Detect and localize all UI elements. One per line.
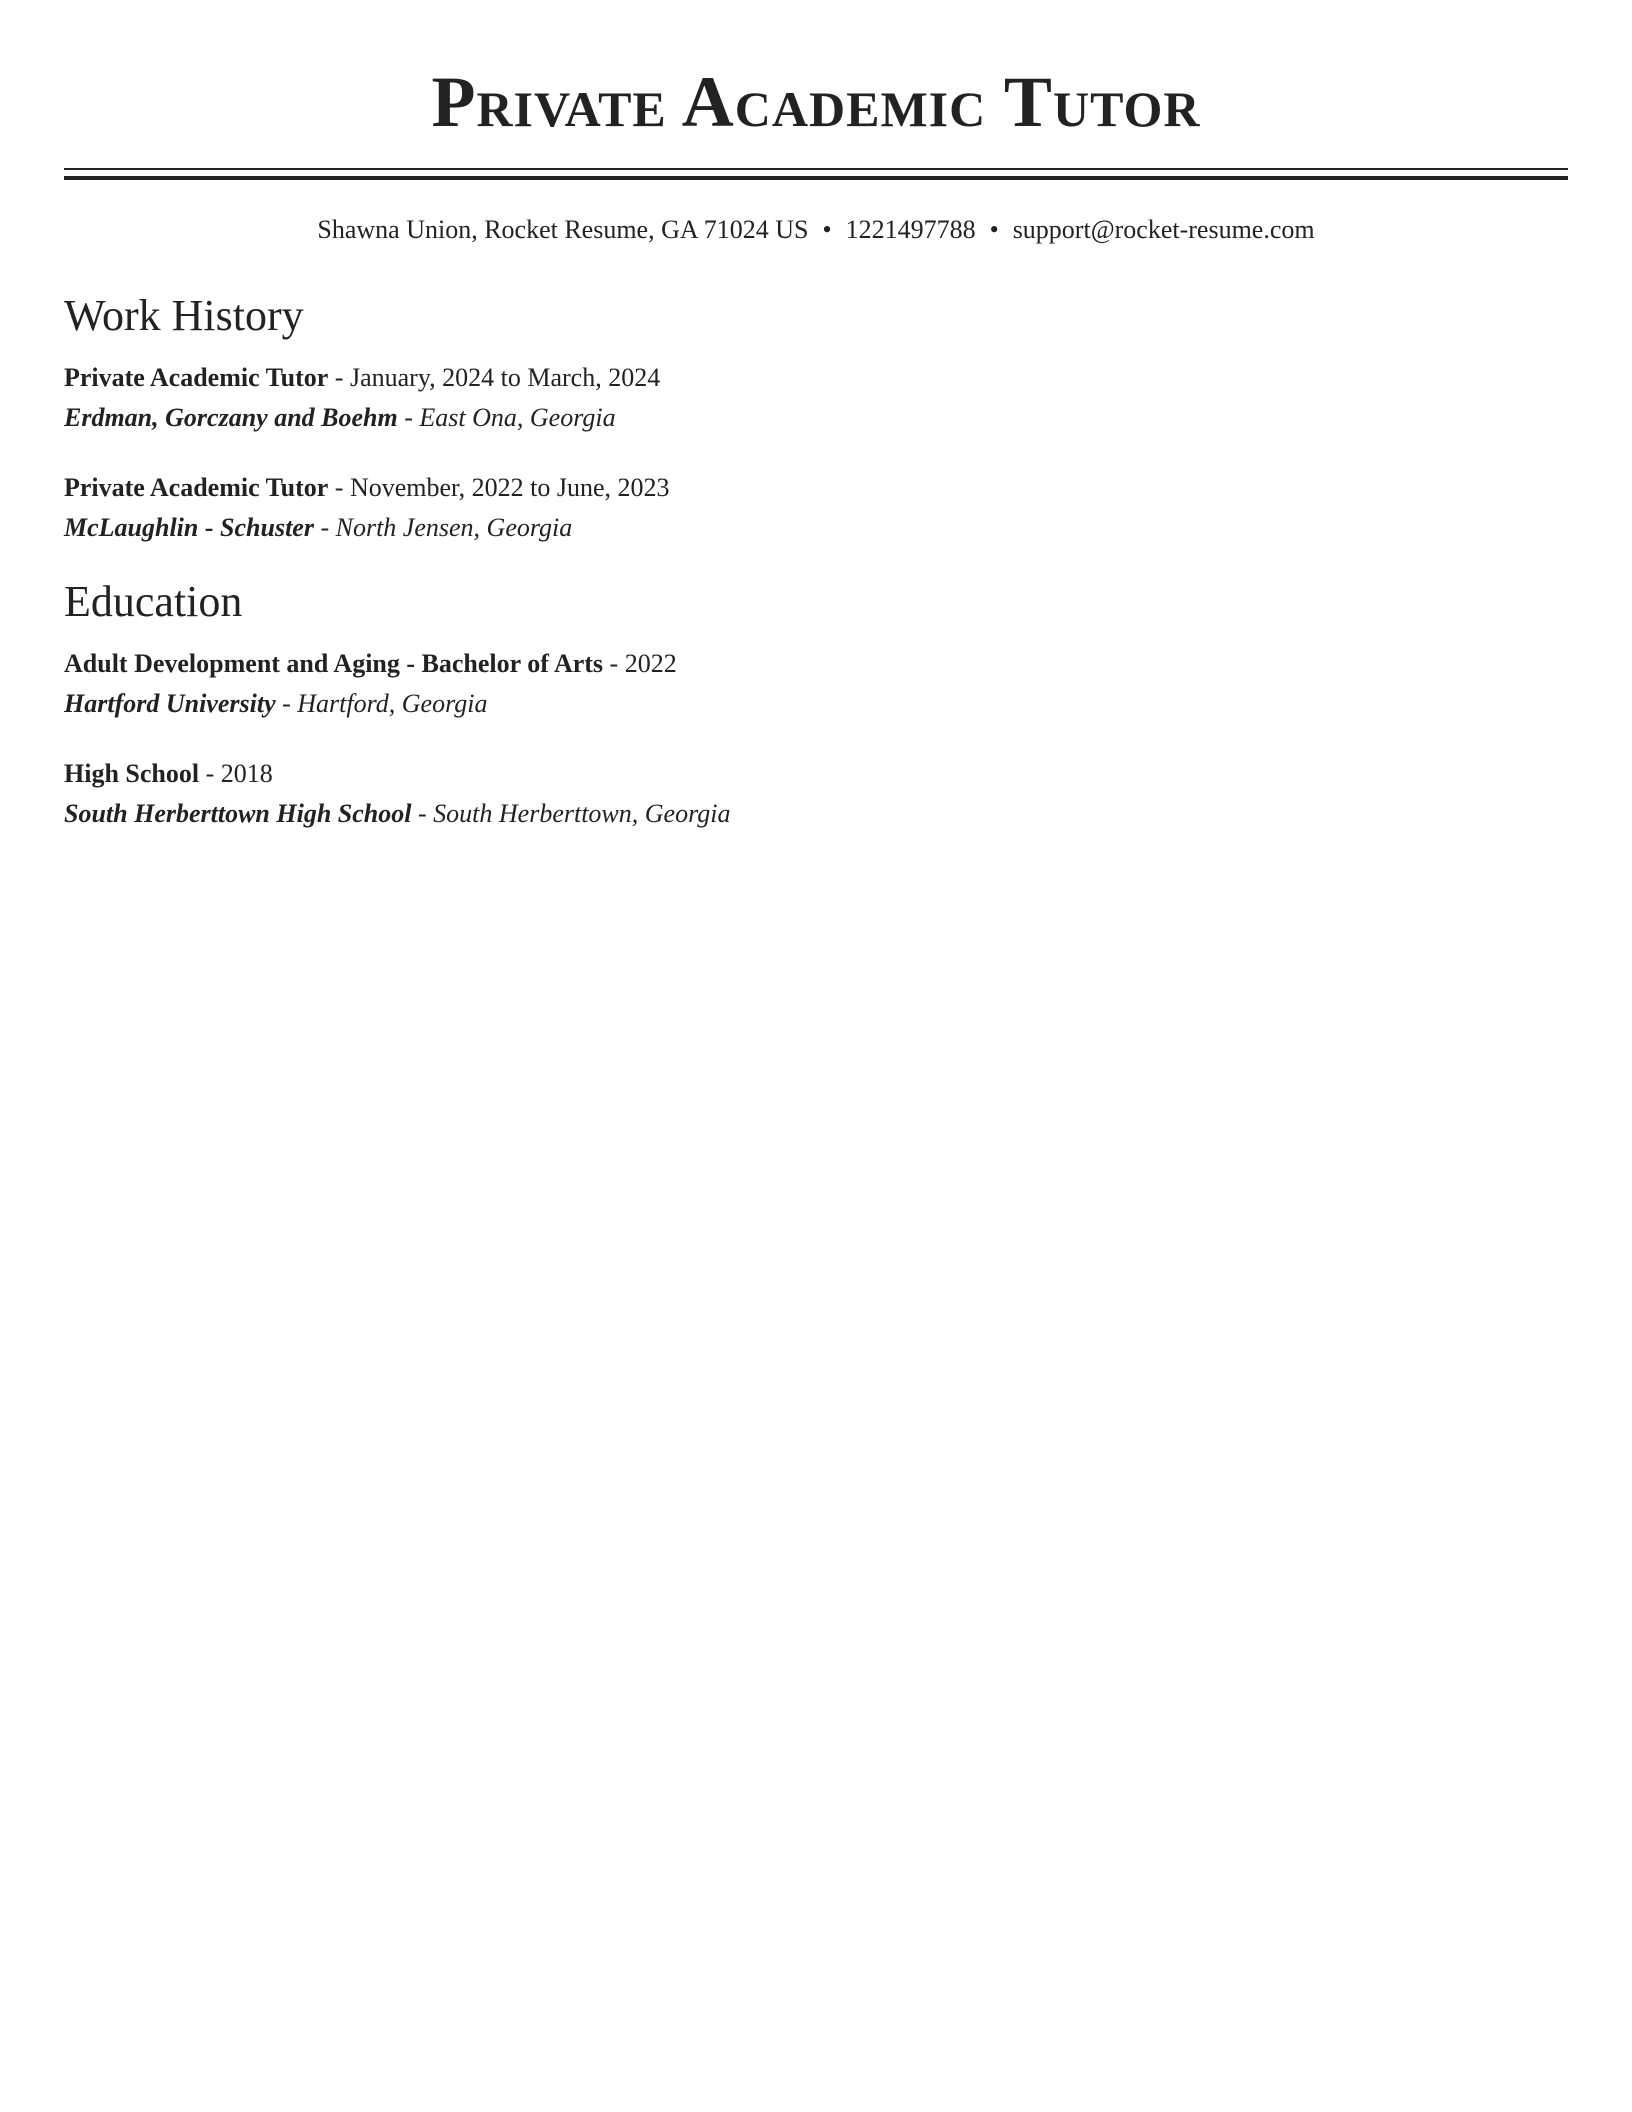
work-entry-employer-line	[64, 508, 1568, 548]
work-entry-title-line	[64, 468, 1568, 508]
job-dates: November, 2022 to June, 2023	[349, 473, 670, 502]
contact-separator: •	[989, 215, 999, 244]
dash: -	[282, 689, 291, 718]
employer-name: McLaughlin - Schuster	[64, 513, 314, 542]
work-entry	[64, 468, 1568, 548]
contact-phone: 1221497788	[845, 215, 976, 244]
job-title: Private Academic Tutor	[64, 473, 329, 502]
education-entry-school-line	[64, 794, 1568, 834]
education-entry	[64, 644, 1568, 724]
job-title: Private Academic Tutor	[64, 363, 329, 392]
dash: -	[320, 513, 330, 542]
employer-location: East Ona, Georgia	[419, 403, 616, 432]
degree-name: High School	[64, 759, 200, 788]
graduation-year: 2018	[220, 759, 273, 788]
employer-name: Erdman, Gorczany and Boehm	[64, 403, 398, 432]
dash: -	[417, 799, 427, 828]
work-entry-employer-line	[64, 398, 1568, 438]
contact-email: support@rocket-resume.com	[1012, 215, 1315, 244]
dash: -	[205, 759, 215, 788]
school-location: Hartford, Georgia	[297, 689, 488, 718]
contact-separator: •	[822, 215, 832, 244]
contact-line	[64, 214, 1568, 246]
graduation-year: 2022	[624, 649, 677, 678]
education-entry-degree-line	[64, 754, 1568, 794]
dash: -	[334, 363, 344, 392]
job-dates: January, 2024 to March, 2024	[349, 363, 661, 392]
degree-name: Adult Development and Aging - Bachelor of Arts	[64, 649, 604, 678]
education-entry	[64, 754, 1568, 834]
work-entry	[64, 358, 1568, 438]
title-divider-thick	[64, 176, 1568, 180]
school-location: South Herberttown, Georgia	[433, 799, 731, 828]
education-heading: Education	[64, 577, 243, 626]
dash: -	[609, 649, 619, 678]
contact-address: Shawna Union, Rocket Resume, GA 71024 US	[317, 215, 809, 244]
dash: -	[334, 473, 344, 502]
resume-title: Private Academic Tutor	[431, 62, 1201, 142]
dash: -	[404, 403, 413, 432]
work-entry-title-line	[64, 358, 1568, 398]
school-name: South Herberttown High School	[64, 799, 412, 828]
education-entry-school-line	[64, 684, 1568, 724]
title-divider-thin	[64, 168, 1568, 170]
work-history-heading: Work History	[64, 291, 304, 340]
employer-location: North Jensen, Georgia	[335, 513, 573, 542]
education-entry-degree-line	[64, 644, 1568, 684]
school-name: Hartford University	[64, 689, 276, 718]
